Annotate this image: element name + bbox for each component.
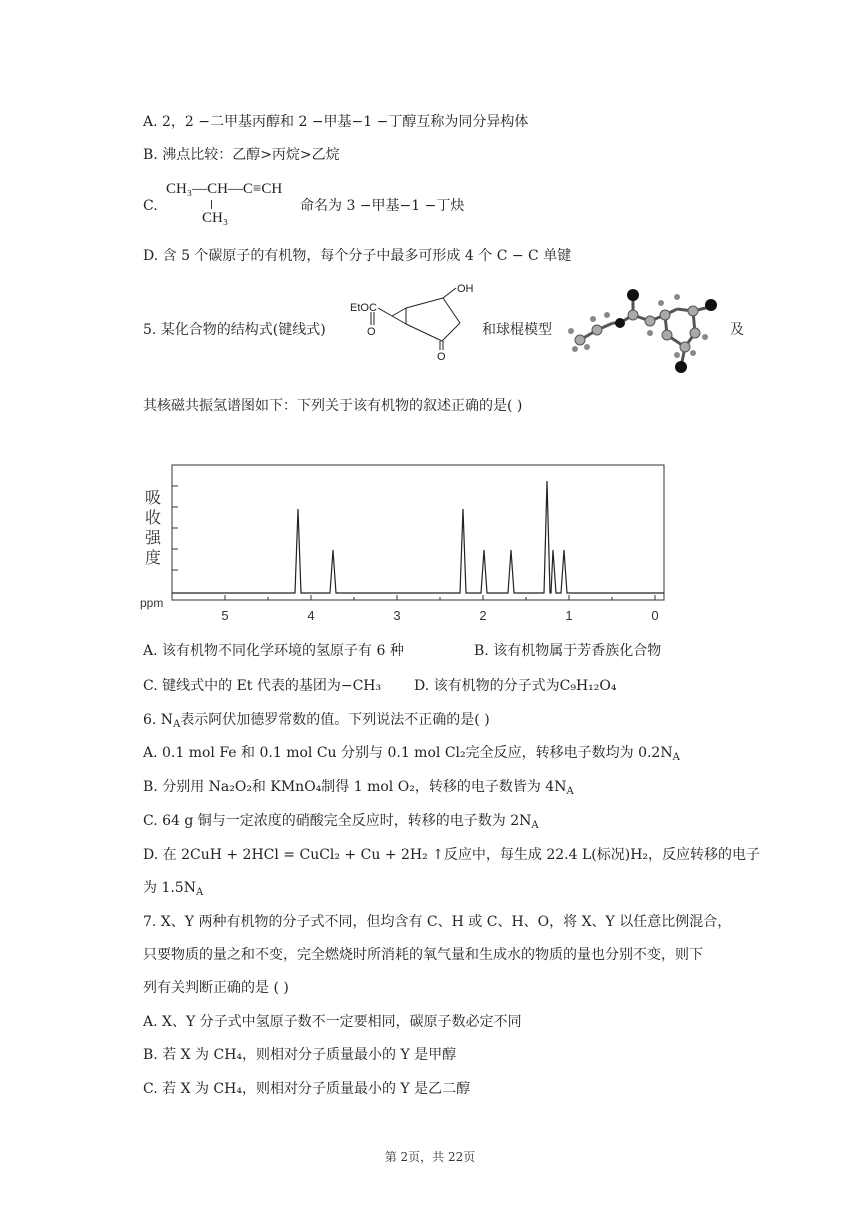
q5-skeletal-formula: [340, 278, 490, 370]
q5-option-b: B. 该有机物属于芳香族化合物: [474, 643, 662, 659]
q4-option-d: D. 含 5 个碳原子的有机物，每个分子中最多可形成 4 个 C − C 单键: [143, 248, 572, 264]
q5-ester-o-label: O: [367, 326, 376, 338]
q7-stem-line3: 列有关判断正确的是 ( ): [143, 980, 289, 996]
q5-ketone-o-label: O: [437, 351, 446, 363]
q5-option-d: D. 该有机物的分子式为C₉H₁₂O₄: [414, 678, 617, 694]
q4-structure-main-chain: CH₃—CH—C≡CH: [166, 181, 283, 197]
nmr-ylabel-char-1: 吸: [145, 488, 162, 507]
nmr-spectrum: [160, 455, 680, 630]
q4-option-a: A. 2，2 −二甲基丙醇和 2 −甲基−1 −丁醇互称为同分异构体: [143, 114, 529, 130]
q7-stem-line1: 7. X、Y 两种有机物的分子式不同，但均含有 C、H 或 C、H、O，将 X、Y 以任意比例混合，: [143, 914, 732, 930]
nmr-xtick-1: 1: [565, 608, 573, 623]
q6-option-d-line2: 为 $1.5N_A$: [143, 880, 204, 898]
q6-stem: [143, 710, 490, 730]
q4-structure-branch-bond: [211, 200, 212, 209]
q6-stem-na-sub: A: [173, 719, 181, 730]
q5-stem-part2: 和球棍模型: [482, 322, 552, 338]
nmr-ylabel-char-4: 度: [145, 548, 162, 567]
nmr-xtick-3: 3: [393, 608, 401, 623]
q6-option-b: B. 分别用 Na₂O₂和 KMnO₄制得 1 mol O₂，转移的电子数皆为 $4N_A$: [143, 779, 574, 797]
nmr-xtick-5: 5: [221, 608, 229, 623]
q5-etoc-label: EtOC: [350, 302, 377, 314]
nmr-y-axis-label: [145, 488, 161, 568]
nmr-ylabel-char-2: 收: [145, 508, 162, 527]
nmr-baseline-and-peaks: [172, 481, 664, 593]
q5-stem-part3: 及: [730, 322, 744, 338]
nmr-frame: [172, 465, 664, 600]
q5-option-a: A. 该有机物不同化学环境的氢原子有 6 种: [143, 643, 404, 659]
nmr-xtick-0: 0: [651, 608, 659, 623]
q4-structure-methyl: CH₃: [202, 210, 229, 226]
q4-option-c-label: C.: [143, 198, 158, 214]
q5-ball-stick-model: [565, 285, 730, 377]
q6-option-d-line1: D. 在 2CuH + 2HCl = CuCl₂ + Cu + 2H₂ ↑反应中，每生成 22.4 L(标况)H₂，反应转移的电子: [143, 847, 761, 863]
q6-option-c: C. 64 g 铜与一定浓度的硝酸完全反应时，转移的电子数为 $2N_A$: [143, 813, 539, 831]
q5-oh-label: OH: [457, 283, 474, 295]
q7-option-a: A. X、Y 分子式中氢原子数不一定要相同，碳原子数必定不同: [143, 1014, 522, 1030]
nmr-xtick-2: 2: [479, 608, 487, 623]
q4-structure-formula: [166, 180, 283, 226]
q6-option-a: A. 0.1 mol Fe 和 0.1 mol Cu 分别与 0.1 mol Cl₂完全反应，转移电子数均为 $0.2N_A$: [143, 745, 680, 763]
q5-stem-part1: 5. 某化合物的结构式(键线式): [143, 322, 326, 338]
nmr-y-ticks: [172, 486, 178, 570]
q4-option-c-text: 命名为 3 −甲基−1 −丁炔: [300, 198, 465, 214]
q7-option-b: B. 若 X 为 CH₄，则相对分子质量最小的 Y 是甲醇: [143, 1047, 457, 1063]
nmr-x-unit: ppm: [140, 596, 164, 610]
q7-stem-line2: 只要物质的量之和不变，完全燃烧时所消耗的氧气量和生成水的物质的量也分别不变，则下: [143, 947, 703, 963]
q5-option-c: C. 键线式中的 Et 代表的基团为−CH₃: [143, 678, 382, 694]
q7-option-c: C. 若 X 为 CH₄，则相对分子质量最小的 Y 是乙二醇: [143, 1081, 471, 1097]
page-footer: 第 2页，共 22页: [384, 1150, 476, 1164]
q4-option-b: B. 沸点比较：乙醇>丙烷>乙烷: [143, 147, 340, 163]
nmr-ylabel-char-3: 强: [145, 528, 162, 547]
q6-stem-na: 6. N: [143, 712, 174, 728]
q6-stem-rest: 表示阿伏加德罗常数的值。下列说法不正确的是( ): [180, 712, 490, 728]
nmr-x-ticks: [225, 595, 655, 600]
nmr-xtick-4: 4: [307, 608, 315, 623]
q5-stem-part4: 其核磁共振氢谱图如下：下列关于该有机物的叙述正确的是( ): [143, 398, 523, 414]
